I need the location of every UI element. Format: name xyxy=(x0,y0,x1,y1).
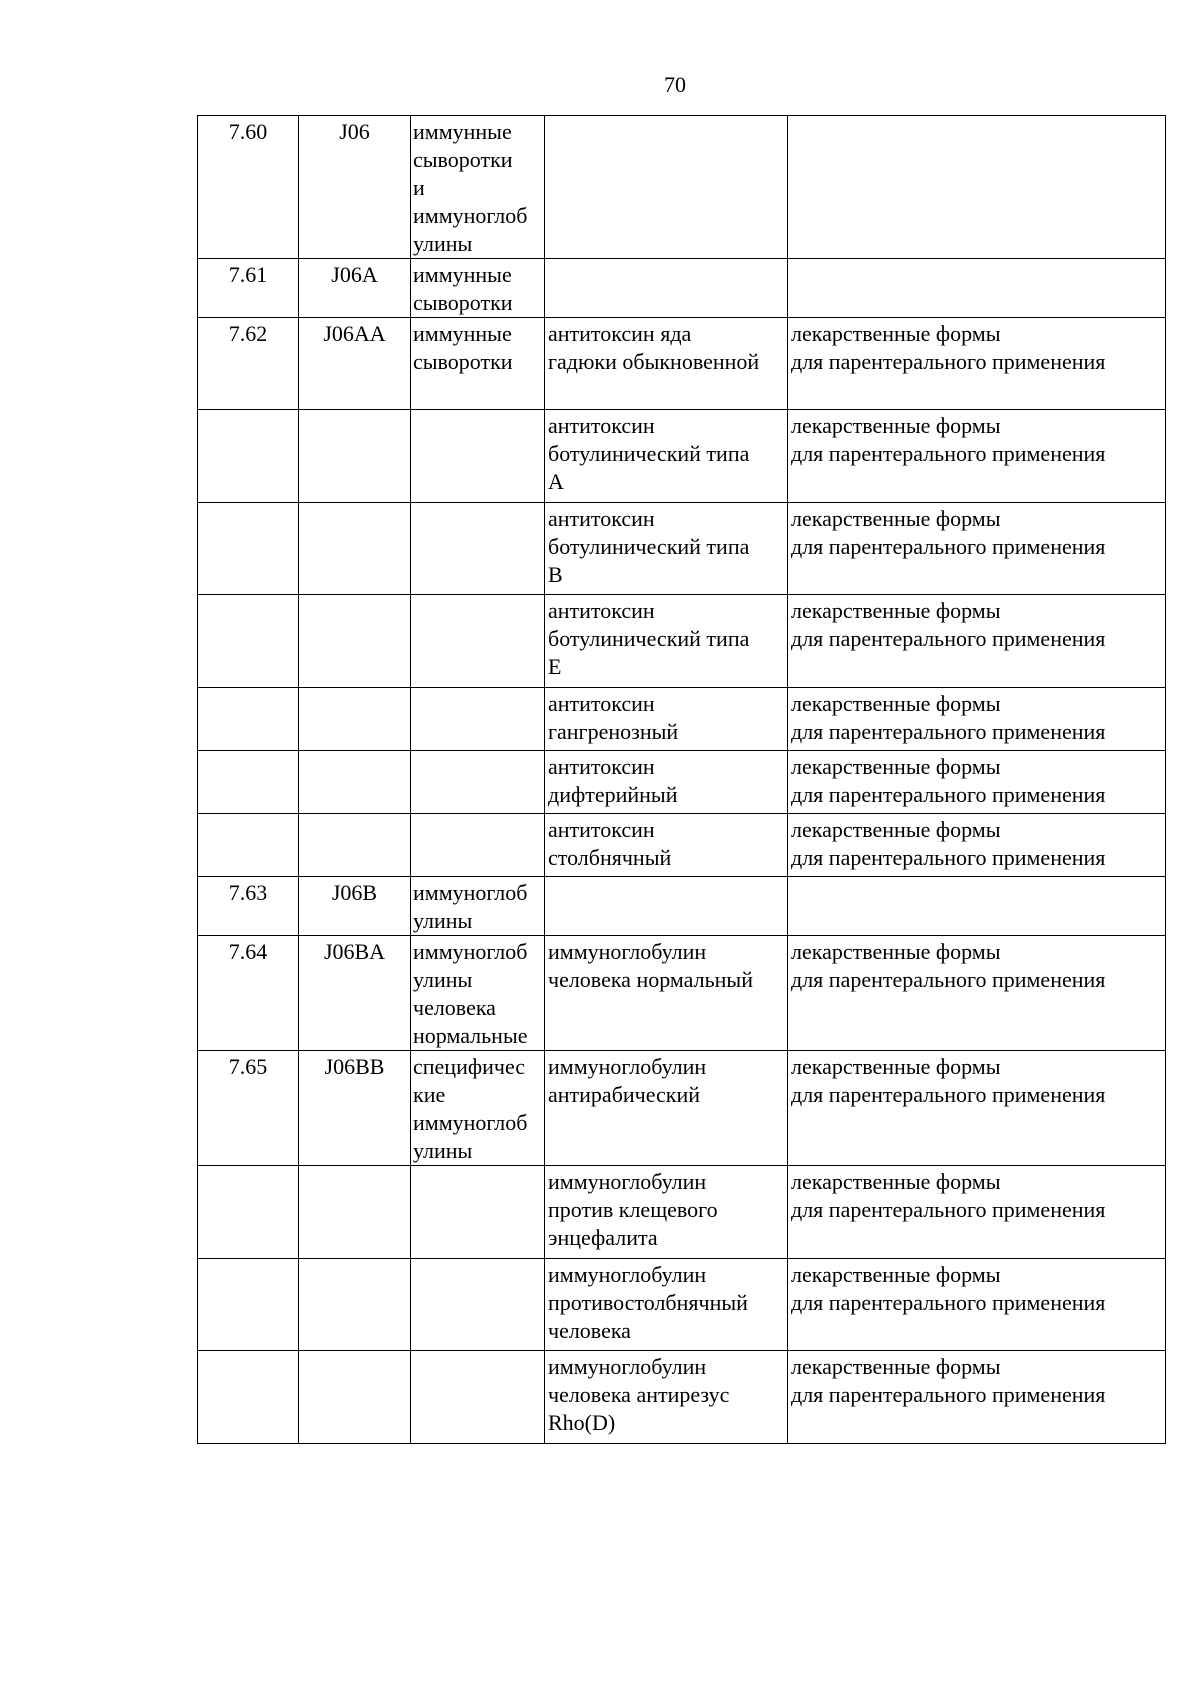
cell-group-line: человека xyxy=(413,995,496,1020)
cell-group xyxy=(411,936,545,1051)
cell-dosage-form-line: лекарственные формы xyxy=(791,1354,1001,1379)
cell-group xyxy=(411,1051,545,1166)
cell-dosage-form xyxy=(788,1259,1166,1351)
cell-dosage-form-line: для парентерального применения xyxy=(791,845,1106,870)
cell-drug xyxy=(545,503,788,595)
cell-atc-code xyxy=(299,688,411,751)
cell-dosage-form-line: для парентерального применения xyxy=(791,1197,1106,1222)
cell-atc-code: J06A xyxy=(299,259,411,318)
table-row xyxy=(198,259,1166,318)
cell-drug-line: ботулинический типа xyxy=(548,441,750,466)
cell-drug-line: иммуноглобулин xyxy=(548,1054,707,1079)
cell-drug xyxy=(545,410,788,503)
table-row xyxy=(198,318,1166,410)
cell-dosage-form-line: для парентерального применения xyxy=(791,349,1106,374)
cell-group-line: и xyxy=(413,175,425,200)
cell-dosage-form-line: лекарственные формы xyxy=(791,1169,1001,1194)
cell-drug xyxy=(545,595,788,688)
cell-atc-code xyxy=(299,751,411,814)
cell-dosage-form-line: для парентерального применения xyxy=(791,1382,1106,1407)
cell-dosage-form-line: лекарственные формы xyxy=(791,817,1001,842)
cell-dosage-form xyxy=(788,595,1166,688)
cell-drug-line: ботулинический типа xyxy=(548,626,750,651)
cell-drug-line: антитоксин xyxy=(548,598,655,623)
cell-number: 7.63 xyxy=(198,877,299,936)
table-row xyxy=(198,877,1166,936)
cell-group-line: иммуноглоб xyxy=(413,939,528,964)
cell-group-line: кие xyxy=(413,1082,446,1107)
cell-dosage-form-line: лекарственные формы xyxy=(791,691,1001,716)
medicines-table xyxy=(197,115,1166,1444)
cell-drug-line: иммуноглобулин xyxy=(548,1354,707,1379)
cell-number xyxy=(198,410,299,503)
table-row xyxy=(198,503,1166,595)
cell-group xyxy=(411,1351,545,1444)
cell-number: 7.62 xyxy=(198,318,299,410)
cell-group xyxy=(411,1166,545,1259)
table-row xyxy=(198,1051,1166,1166)
cell-drug xyxy=(545,1259,788,1351)
cell-number xyxy=(198,688,299,751)
cell-drug xyxy=(545,936,788,1051)
cell-drug-line: антитоксин xyxy=(548,413,655,438)
cell-number: 7.65 xyxy=(198,1051,299,1166)
cell-drug-line: антитоксин xyxy=(548,691,655,716)
cell-drug xyxy=(545,259,788,318)
cell-group-line: улины xyxy=(413,1138,473,1163)
cell-dosage-form-line: лекарственные формы xyxy=(791,321,1001,346)
cell-drug-line: ботулинический типа xyxy=(548,534,750,559)
cell-drug-line: А xyxy=(548,469,564,494)
cell-drug-line: человека xyxy=(548,1318,631,1343)
cell-drug-line: антитоксин xyxy=(548,817,655,842)
cell-drug-line: столбнячный xyxy=(548,845,672,870)
table-row xyxy=(198,116,1166,259)
cell-group-line: иммунные xyxy=(413,262,512,287)
cell-group-line: улины xyxy=(413,967,473,992)
cell-drug xyxy=(545,688,788,751)
cell-drug-line: дифтерийный xyxy=(548,782,678,807)
cell-dosage-form xyxy=(788,751,1166,814)
cell-atc-code: J06AA xyxy=(299,318,411,410)
cell-dosage-form-line: для парентерального применения xyxy=(791,626,1106,651)
cell-group xyxy=(411,814,545,877)
cell-group-line: сыворотки xyxy=(413,290,513,315)
cell-drug xyxy=(545,877,788,936)
cell-atc-code xyxy=(299,595,411,688)
table-row xyxy=(198,688,1166,751)
cell-dosage-form-line: для парентерального применения xyxy=(791,1290,1106,1315)
cell-group xyxy=(411,1259,545,1351)
cell-dosage-form xyxy=(788,1351,1166,1444)
cell-group xyxy=(411,503,545,595)
cell-drug-line: антитоксин xyxy=(548,506,655,531)
cell-dosage-form xyxy=(788,259,1166,318)
cell-drug-line: гадюки обыкновенной xyxy=(548,349,760,374)
cell-group-line: иммуноглоб xyxy=(413,203,528,228)
cell-group-line: иммуноглоб xyxy=(413,1110,528,1135)
cell-group xyxy=(411,595,545,688)
cell-dosage-form-line: лекарственные формы xyxy=(791,754,1001,779)
cell-dosage-form xyxy=(788,877,1166,936)
cell-group-line: нормальные xyxy=(413,1023,528,1048)
cell-group xyxy=(411,410,545,503)
cell-number xyxy=(198,595,299,688)
cell-drug-line: В xyxy=(548,562,563,587)
cell-number: 7.60 xyxy=(198,116,299,259)
cell-drug xyxy=(545,1351,788,1444)
cell-number: 7.64 xyxy=(198,936,299,1051)
cell-drug-line: антитоксин яда xyxy=(548,321,692,346)
cell-dosage-form xyxy=(788,318,1166,410)
cell-drug-line: иммуноглобулин xyxy=(548,939,707,964)
cell-drug-line: человека нормальный xyxy=(548,967,753,992)
cell-dosage-form xyxy=(788,814,1166,877)
cell-drug-line: иммуноглобулин xyxy=(548,1262,707,1287)
cell-atc-code xyxy=(299,503,411,595)
cell-group-line: улины xyxy=(413,231,473,256)
table-row xyxy=(198,814,1166,877)
cell-number xyxy=(198,1259,299,1351)
cell-dosage-form xyxy=(788,1051,1166,1166)
cell-dosage-form xyxy=(788,410,1166,503)
cell-dosage-form-line: для парентерального применения xyxy=(791,441,1106,466)
cell-group xyxy=(411,116,545,259)
cell-atc-code: J06BB xyxy=(299,1051,411,1166)
cell-dosage-form xyxy=(788,688,1166,751)
cell-dosage-form xyxy=(788,936,1166,1051)
cell-group-line: улины xyxy=(413,908,473,933)
cell-group-line: иммунные xyxy=(413,119,512,144)
table-row xyxy=(198,410,1166,503)
cell-number xyxy=(198,751,299,814)
cell-drug xyxy=(545,751,788,814)
cell-number xyxy=(198,1166,299,1259)
cell-group xyxy=(411,318,545,410)
table-body xyxy=(198,116,1166,1444)
cell-atc-code xyxy=(299,1351,411,1444)
cell-group-line: иммунные xyxy=(413,321,512,346)
cell-dosage-form-line: для парентерального применения xyxy=(791,1082,1106,1107)
cell-dosage-form-line: лекарственные формы xyxy=(791,939,1001,964)
cell-atc-code: J06B xyxy=(299,877,411,936)
cell-number xyxy=(198,814,299,877)
table-row xyxy=(198,751,1166,814)
cell-drug-line: противостолбнячный xyxy=(548,1290,748,1315)
cell-number xyxy=(198,503,299,595)
cell-drug-line: энцефалита xyxy=(548,1225,658,1250)
cell-atc-code: J06BA xyxy=(299,936,411,1051)
cell-group-line: специфичес xyxy=(413,1054,526,1079)
cell-drug-line: антирабический xyxy=(548,1082,701,1107)
cell-group xyxy=(411,259,545,318)
cell-drug-line: человека антирезус xyxy=(548,1382,730,1407)
cell-atc-code xyxy=(299,1166,411,1259)
cell-dosage-form-line: лекарственные формы xyxy=(791,413,1001,438)
table-row xyxy=(198,1351,1166,1444)
cell-drug xyxy=(545,1051,788,1166)
cell-dosage-form xyxy=(788,1166,1166,1259)
cell-atc-code xyxy=(299,410,411,503)
table-row xyxy=(198,1259,1166,1351)
cell-dosage-form-line: лекарственные формы xyxy=(791,506,1001,531)
cell-drug-line: гангренозный xyxy=(548,719,679,744)
cell-drug-line: иммуноглобулин xyxy=(548,1169,707,1194)
cell-dosage-form xyxy=(788,503,1166,595)
cell-drug-line: Е xyxy=(548,654,562,679)
cell-drug xyxy=(545,814,788,877)
table-row xyxy=(198,936,1166,1051)
cell-dosage-form-line: лекарственные формы xyxy=(791,598,1001,623)
cell-atc-code xyxy=(299,814,411,877)
cell-number: 7.61 xyxy=(198,259,299,318)
cell-dosage-form-line: лекарственные формы xyxy=(791,1262,1001,1287)
cell-drug-line: против клещевого xyxy=(548,1197,718,1222)
cell-number xyxy=(198,1351,299,1444)
cell-group xyxy=(411,751,545,814)
cell-drug xyxy=(545,318,788,410)
cell-group xyxy=(411,688,545,751)
cell-group-line: сыворотки xyxy=(413,349,513,374)
cell-drug xyxy=(545,116,788,259)
cell-drug-line: Rho(D) xyxy=(548,1410,616,1435)
cell-atc-code xyxy=(299,1259,411,1351)
cell-dosage-form xyxy=(788,116,1166,259)
page-number: 70 xyxy=(664,72,686,97)
cell-dosage-form-line: для парентерального применения xyxy=(791,967,1106,992)
cell-atc-code: J06 xyxy=(299,116,411,259)
cell-dosage-form-line: для парентерального применения xyxy=(791,719,1106,744)
cell-group xyxy=(411,877,545,936)
cell-group-line: сыворотки xyxy=(413,147,513,172)
table-row xyxy=(198,1166,1166,1259)
cell-drug xyxy=(545,1166,788,1259)
cell-dosage-form-line: лекарственные формы xyxy=(791,1054,1001,1079)
cell-group-line: иммуноглоб xyxy=(413,880,528,905)
cell-drug-line: антитоксин xyxy=(548,754,655,779)
table-row xyxy=(198,595,1166,688)
cell-dosage-form-line: для парентерального применения xyxy=(791,782,1106,807)
cell-dosage-form-line: для парентерального применения xyxy=(791,534,1106,559)
